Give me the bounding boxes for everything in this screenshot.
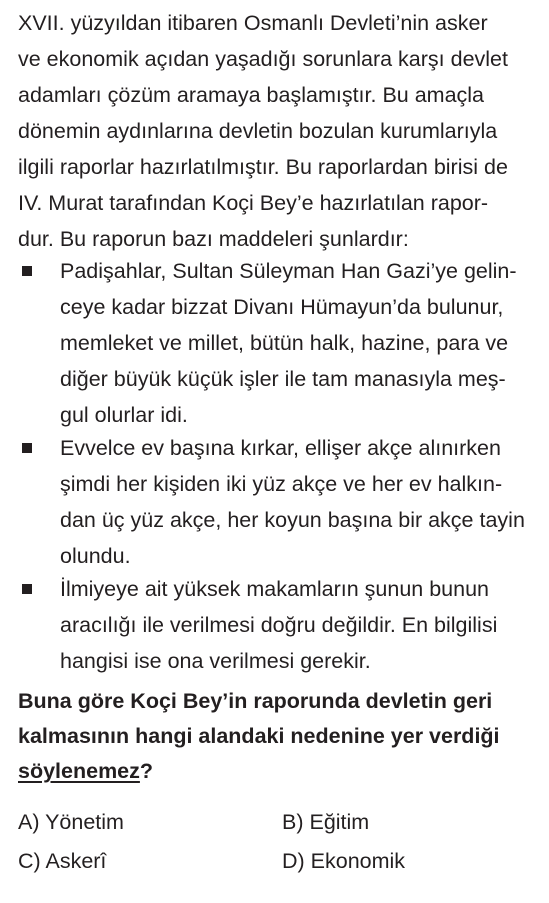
intro-line: dur. Bu raporun bazı maddeleri şunlardır: (18, 227, 409, 251)
item-line: diğer büyük küçük işler ile tam manasıyla meş- (60, 367, 506, 391)
negation-keyword: söylenemez (18, 759, 140, 783)
item-line: gul olurlar idi. (60, 403, 188, 427)
item-line: Evvelce ev başına kırkar, ellişer akçe alınırken (60, 436, 501, 460)
item-line: Padişahlar, Sultan Süleyman Han Gazi’ye gelin- (60, 259, 517, 283)
square-bullet-icon (22, 584, 32, 594)
intro-line: IV. Murat tarafından Koçi Bey’e hazırlatılan rapor- (18, 191, 489, 215)
question-line (18, 756, 153, 786)
question-line: Buna göre Koçi Bey’in raporunda devletin geri (18, 689, 493, 713)
item-line: dan üç yüz akçe, her koyun başına bir akçe tayin (60, 508, 525, 532)
item-line: memleket ve millet, bütün halk, hazine, para ve (60, 331, 509, 355)
item-line: İlmiyeye ait yüksek makamların şunun bunun (60, 577, 490, 601)
item-line: aracılığı ile verilmesi doğru değildir. En bilgilisi (60, 613, 498, 637)
option-c[interactable]: C) Askerî (18, 849, 107, 873)
square-bullet-icon (22, 266, 32, 276)
option-a[interactable]: A) Yönetim (18, 810, 124, 834)
option-d[interactable]: D) Ekonomik (282, 849, 406, 873)
intro-line: ilgili raporlar hazırlatılmıştır. Bu raporlardan birisi de (18, 155, 508, 179)
item-line: ceye kadar bizzat Divanı Hümayun’da bulunur, (60, 295, 504, 319)
intro-line: ve ekonomik açıdan yaşadığı sorunlara karşı devlet (18, 47, 508, 71)
question-mark: ? (139, 759, 154, 783)
item-line: hangisi ise ona verilmesi gerekir. (60, 649, 371, 673)
item-line: şimdi her kişiden iki yüz akçe ve her ev halkın- (60, 472, 503, 496)
intro-line: adamları çözüm aramaya başlamıştır. Bu amaçla (18, 83, 485, 107)
item-line: olundu. (60, 544, 131, 568)
intro-line: dönemin aydınlarına devletin bozulan kurumlarıyla (18, 119, 498, 143)
square-bullet-icon (22, 443, 32, 453)
question-line: kalmasının hangi alandaki nedenine yer verdiği (18, 724, 500, 748)
option-b[interactable]: B) Eğitim (282, 810, 370, 834)
intro-line: XVII. yüzyıldan itibaren Osmanlı Devleti’nin asker (18, 11, 488, 35)
